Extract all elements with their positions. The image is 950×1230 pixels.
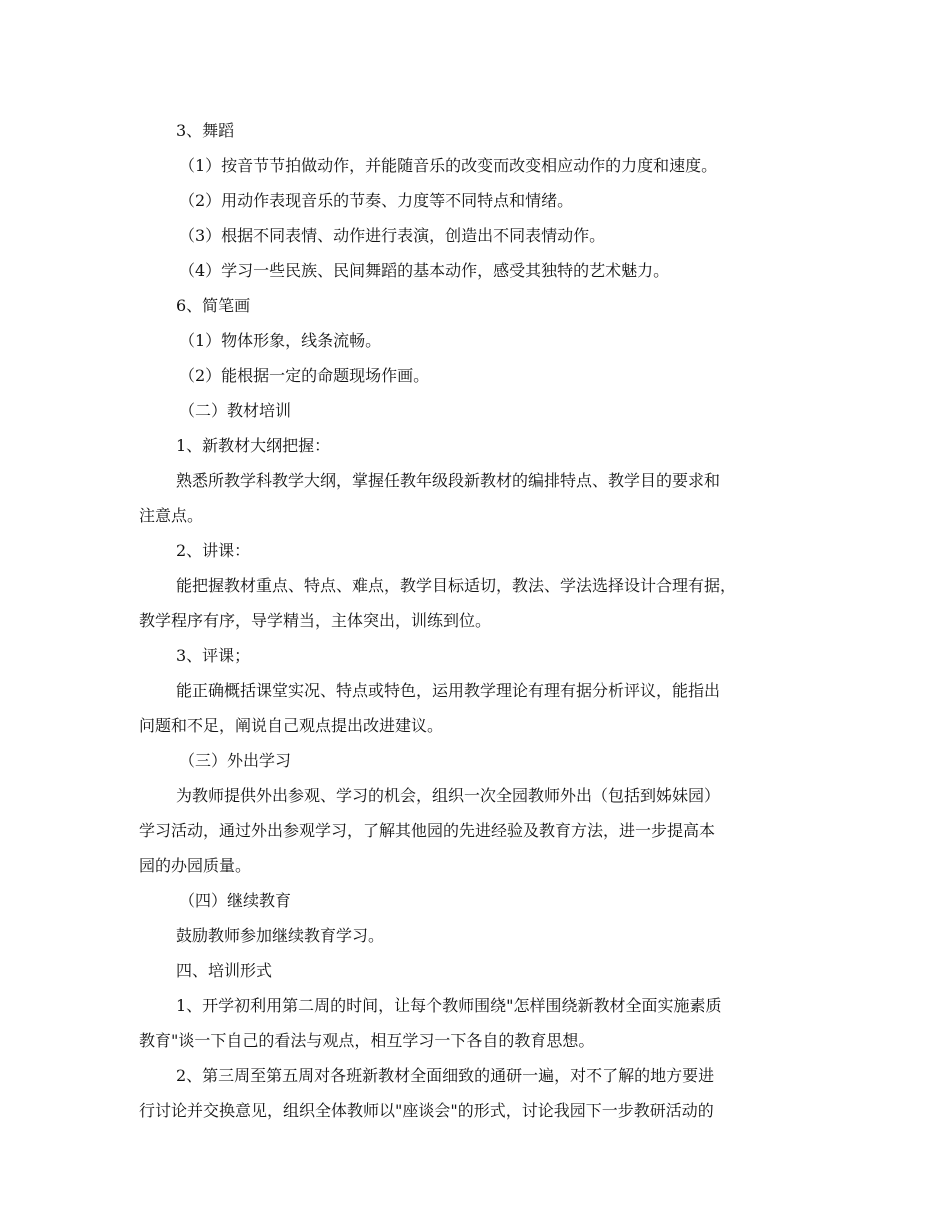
document-body <box>139 113 819 1128</box>
text-line: 园的办园质量。 <box>139 856 252 875</box>
text-line: （2）能根据一定的命题现场作画。 <box>179 366 430 385</box>
text-line: 鼓励教师参加继续教育学习。 <box>176 926 385 945</box>
text-line: 教学程序有序，导学精当，主体突出，训练到位。 <box>139 611 492 630</box>
text-line: 3、评课； <box>176 646 251 665</box>
text-line: 教育"谈一下自己的看法与观点，相互学习一下各自的教育思想。 <box>139 1031 595 1050</box>
text-line: 注意点。 <box>139 506 204 525</box>
text-line: （1）物体形象，线条流畅。 <box>179 331 382 350</box>
text-line: 学习活动，通过外出参观学习，了解其他园的先进经验及教育方法，进一步提高本 <box>139 821 716 840</box>
text-line: 1、新教材大纲把握： <box>176 436 331 455</box>
text-line: 2、第三周至第五周对各班新教材全面细致的通研一遍，对不了解的地方要进 <box>176 1066 715 1085</box>
text-line: 能正确概括课堂实况、特点或特色，运用教学理论有理有据分析评议，能指出 <box>176 681 721 700</box>
text-line: （二）教材培训 <box>179 401 292 420</box>
text-line: （1）按音节节拍做动作，并能随音乐的改变而改变相应动作的力度和速度。 <box>179 156 718 175</box>
text-line: （4）学习一些民族、民间舞蹈的基本动作，感受其独特的艺术魅力。 <box>179 261 670 280</box>
text-line: 1、开学初利用第二周的时间，让每个教师围绕"怎样围绕新教材全面实施素质 <box>176 996 722 1015</box>
text-line: （四）继续教育 <box>179 891 292 910</box>
text-line: 能把握教材重点、特点、难点，教学目标适切，教法、学法选择设计合理有据， <box>176 576 737 595</box>
text-line: 3、舞蹈 <box>176 121 235 140</box>
text-line: 行讨论并交换意见，组织全体教师以"座谈会"的形式，讨论我园下一步教研活动的 <box>139 1101 714 1120</box>
text-line: 6、简笔画 <box>176 296 251 315</box>
text-line: （2）用动作表现音乐的节奏、力度等不同特点和情绪。 <box>179 191 574 210</box>
text-line: （3）根据不同表情、动作进行表演，创造出不同表情动作。 <box>179 226 606 245</box>
text-line: （三）外出学习 <box>179 751 292 770</box>
text-line: 2、讲课： <box>176 541 251 560</box>
text-line: 为教师提供外出参观、学习的机会，组织一次全园教师外出（包括到姊妹园） <box>176 786 721 805</box>
text-line: 四、培训形式 <box>176 961 273 980</box>
text-line: 熟悉所教学科教学大纲，掌握任教年级段新教材的编排特点、教学目的要求和 <box>176 471 721 490</box>
text-line: 问题和不足，阐说自己观点提出改进建议。 <box>139 716 444 735</box>
